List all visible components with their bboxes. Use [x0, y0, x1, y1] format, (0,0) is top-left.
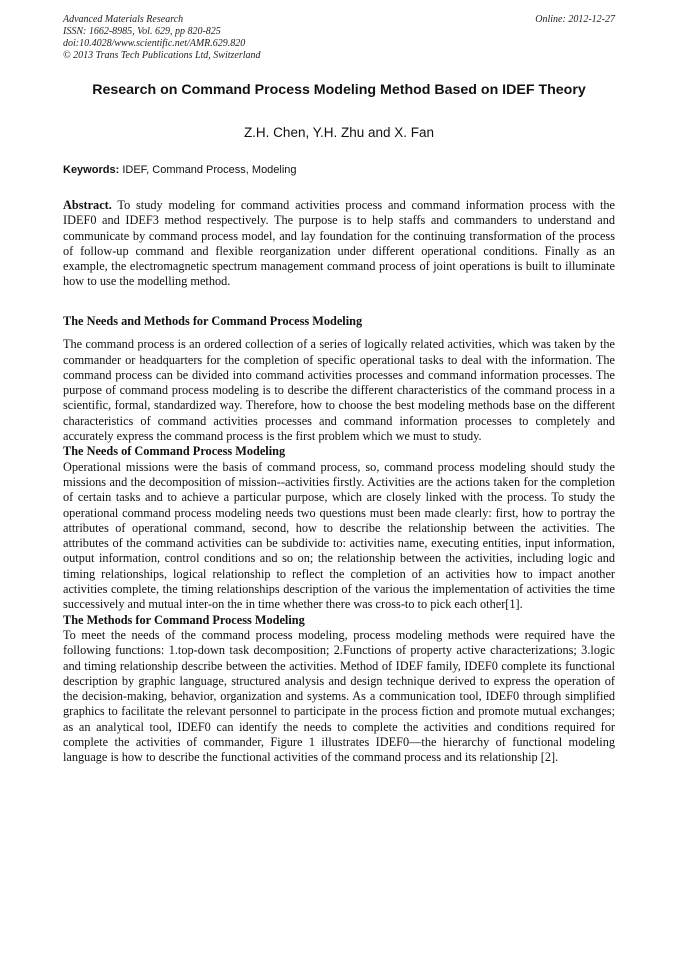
keywords: [63, 163, 615, 177]
abstract: [63, 198, 615, 290]
keywords-text: IDEF, Command Process, Modeling: [122, 164, 297, 176]
keywords-label: Keywords:: [63, 164, 120, 176]
paper-authors: Z.H. Chen, Y.H. Zhu and X. Fan: [243, 125, 435, 140]
section-paragraph-needs-methods: The command process is an ordered collection of a series of logically related activities, which was taken by the commander or headquarters for the completion of specific operational tasks to deal with the information. The command process can be divided into command activities processes and command information processes. The purpose of command process modeling is to describe the different characteristics of the command process in a scientific, formal, standardized way. Therefore, how to choose the best modeling methods base on the different characteristics of command activities processes and command information processes to completely and accurately express the command process is the first problem which we must to study.: [63, 337, 615, 444]
abstract-text: To study modeling for command activities process and command information process with the IDEF0 and IDEF3 method respectively. The purpose is to help staffs and commanders to understand and communicate by command process model, and lay foundation for the continuing transformation of the process of follow-up command and flexible reorganization under different operational conditions. Finally as an example, the electromagnetic spectrum management command process of joint operations is built to illuminate how to use the modelling method.: [63, 198, 615, 289]
section-heading-needs-methods: The Needs and Methods for Command Process Modeling: [63, 314, 363, 328]
journal-header: [63, 14, 615, 62]
abstract-label: Abstract.: [63, 198, 112, 212]
section-heading-methods: The Methods for Command Process Modeling: [63, 612, 305, 627]
section-heading-needs: The Needs of Command Process Modeling: [63, 444, 286, 459]
section-paragraph-methods: To meet the needs of the command process modeling, process modeling methods were required have the following functions: 1.top-down task decomposition; 2.Functions of property active characterizations; 3.logic and timing relationship describe between the activities. Method of IDEF family, IDEF0 complete its functional description by graphic language, structured analysis and design technique derived to express the operation of the decision-making, behavior, organization and systems. As a communication tool, IDEF0 through simplified graphics to facilitate the relevant personnel to participate in the process fiction and promote mutual exchanges; as an analytical tool, IDEF0 can identify the needs to complete the activities and conditions required for complete the activities of commander, Figure 1 illustrates IDEF0—the hierarchy of functional modeling language is how to describe the functional activities of the command process and its relationship [2].: [63, 627, 615, 765]
journal-issn: ISSN: 1662-8985, Vol. 629, pp 820-825: [63, 26, 221, 37]
journal-copyright: © 2013 Trans Tech Publications Ltd, Switzerland: [63, 50, 261, 61]
journal-name: Advanced Materials Research: [63, 14, 184, 25]
section-paragraph-needs: Operational missions were the basis of command process, so, command process modeling should study the missions and the decomposition of mission--activities firstly. Activities are the actions taken for the completion of certain tasks and to achieve a particular purpose, which are closely linked with the process. To study the operational command process modeling needs two questions must been made clearly: first, how to portray the attributes of operational command, second, how to describe the relationship between the activities. The attributes of the command activities can be subdivide to: activities name, executing entities, input information, output information, control conditions and so on; the relationship between the activities, including logic and timing relationships, logical relationship to reflect the completion of an activities how to impact another activities complete, the timing relationships description of the various the implementation of activities the time successively and mutual inter-on the in time whether there was cross-to to pick each other[1].: [63, 459, 615, 612]
paper-title: Research on Command Process Modeling Method Based on IDEF Theory: [92, 82, 586, 98]
paper-body: [63, 314, 615, 766]
journal-doi: doi:10.4028/www.scientific.net/AMR.629.820: [63, 38, 246, 49]
online-date: Online: 2012-12-27: [535, 14, 615, 25]
